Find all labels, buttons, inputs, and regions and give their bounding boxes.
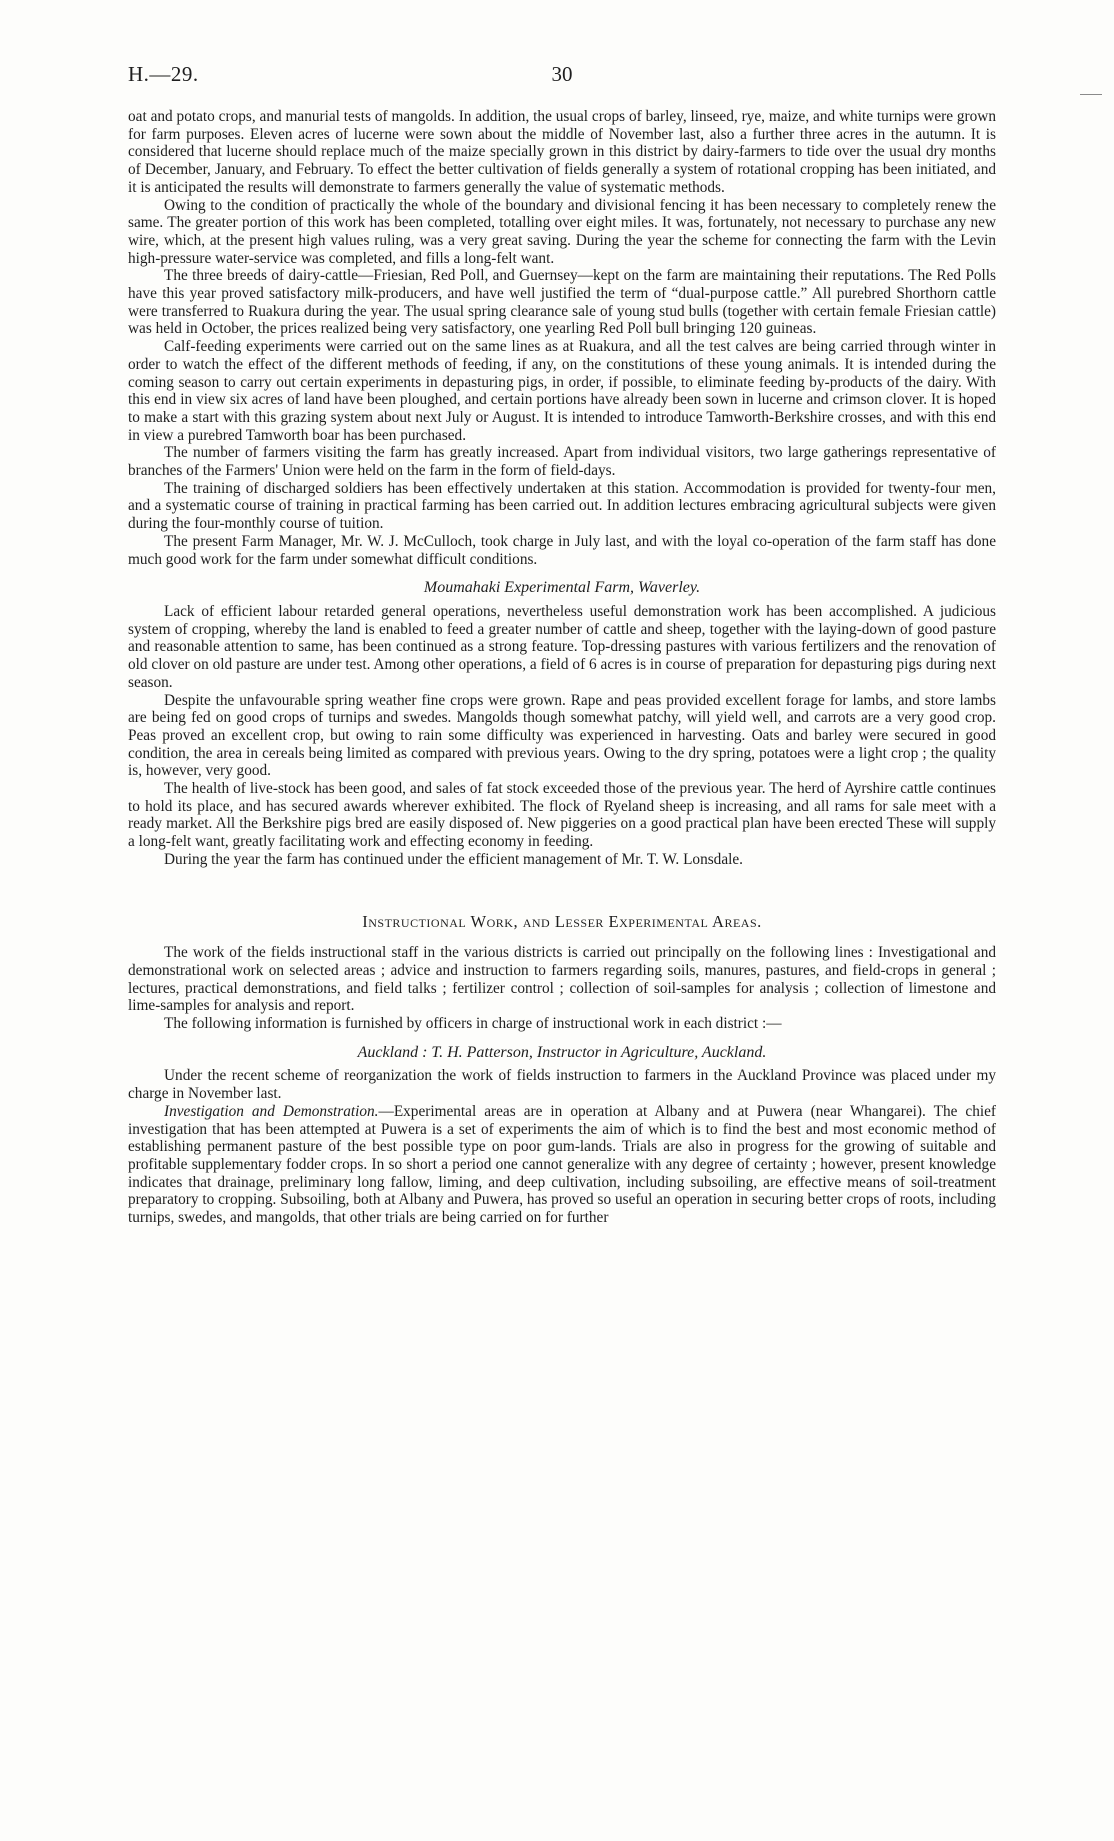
paragraph: The present Farm Manager, Mr. W. J. McCulloch, took charge in July last, and with the loyal co-operation of the farm staff has done much good work for the farm under somewhat difficult conditions. (128, 532, 996, 568)
edge-mark (1080, 94, 1102, 95)
paragraph: oat and potato crops, and manurial tests of mangolds. In addition, the usual crops of barley, linseed, rye, maize, and white turnips were grown for farm purposes. Eleven acres of lucerne were sown about the middle of November last, also a further three acres in the autumn. It is considered that lucerne should replace much of the maize specially grown in this district by dairy-farmers to tide over the usual dry months of December, January, and February. To effect the better cultivation of fields generally a system of rotational cropping has been initiated, and it is anticipated the results will demonstrate to farmers generally the value of systematic methods. (128, 108, 996, 196)
paragraph: The health of live-stock has been good, and sales of fat stock exceeded those of the previous year. The herd of Ayrshire cattle continues to hold its place, and has secured awards wherever exhibited. The flock of Ryeland sheep is increasing, and all rams for sale meet with a ready market. All the Berkshire pigs bred are easily disposed of. New piggeries on a good practical plan have been erected These will supply a long-felt want, greatly facilitating work and effecting economy in feeding. (128, 780, 996, 851)
paragraph: The work of the fields instructional staff in the various districts is carried out principally on the following lines : Investigational and demonstrational work on selected areas ; advice and instruction to farmers regarding soils, manures, pastures, and field-crops in general ; lectures, practical demonstrations, and field talks ; fertilizer control ; collection of soil-samples for analysis ; collection of limestone and lime-samples for analysis and report. (128, 944, 996, 1015)
paragraph: The training of discharged soldiers has been effectively undertaken at this station. Accommodation is provided for twenty-four men, and a systematic course of training in practical farming has been carried out. In addition lectures embracing agricultural subjects were given during the four-monthly course of tuition. (128, 479, 996, 533)
page-number: 30 (551, 62, 573, 86)
investigation-paragraph (128, 1103, 996, 1227)
page-header (128, 62, 996, 94)
auckland-heading: Auckland : T. H. Patterson, Instructor in Agriculture, Auckland. (357, 1043, 767, 1061)
investigation-text: —Experimental areas are in operation at Albany and at Puwera (near Whangarei). The chief investigation that has been attempted at Puwera is a set of experiments the aim of which is to find the best and most economic method of establishing permanent pasture of the best possible type on poor gum-lands. Trials are also in progress for the growing of suitable and profitable supplementary fodder crops. In so short a period one cannot generalize with any degree of certainty ; however, present knowledge indicates that drainage, preliminary long fallow, liming, and deep cultivation, including subsoiling, are effective means of soil-treatment preparatory to cropping. Subsoiling, both at Albany and Puwera, has proved so useful an operation in securing better crops of roots, including turnips, swedes, and mangolds, that other trials are being carried on for further (128, 1102, 996, 1227)
paragraph: The three breeds of dairy-cattle—Friesian, Red Poll, and Guernsey—kept on the farm are maintaining their reputations. The Red Polls have this year proved satisfactory milk-producers, and have well justified the term of “dual-purpose cattle.” All purebred Shorthorn cattle were transferred to Ruakura during the year. The usual spring clearance sale of young stud bulls (together with certain female Friesian cattle) was held in October, the prices realized being very satisfactory, one yearling Red Poll bull bringing 120 guineas. (128, 267, 996, 338)
paragraph: During the year the farm has continued under the efficient management of Mr. T. W. Lonsdale. (164, 850, 743, 868)
document-code: H.—29. (128, 62, 199, 86)
paragraph: Calf-feeding experiments were carried out on the same lines as at Ruakura, and all the test calves are being carried through winter in order to watch the effect of the different methods of feeding, if any, on the constitutions of these young animals. It is intended during the coming season to carry out certain experiments in depasturing pigs, in order, if possible, to eliminate feeding by-products of the dairy. With this end in view six acres of land have been ploughed, and certain portions have already been sown in lucerne and crimson clover. It is hoped to make a start with this grazing system about next July or August. It is intended to introduce Tamworth-Berkshire crosses, and with this end in view a purebred Tamworth boar has been purchased. (128, 338, 996, 444)
paragraph: Lack of efficient labour retarded general operations, nevertheless useful demonstration work has been accomplished. A judicious system of cropping, whereby the land is enabled to feed a greater number of cattle and sheep, together with the laying-down of good pasture and reasonable attention to same, has been continued as a strong feature. Top-dressing pastures with various fertilizers and the renovation of old clover on old pasture are under test. Among other operations, a field of 6 acres is in course of preparation for depasturing pigs during next season. (128, 602, 996, 691)
instructional-heading: Instructional Work, and Lesser Experimental Areas. (362, 911, 762, 931)
paragraph: Under the recent scheme of reorganization the work of fields instruction to farmers in the Auckland Province was placed under my charge in November last. (128, 1067, 996, 1103)
page-body (128, 108, 996, 1227)
paragraph: Owing to the condition of practically the whole of the boundary and divisional fencing it has been necessary to completely renew the same. The greater portion of this work has been completed, totalling over eight miles. It was, fortunately, not necessary to purchase any new wire, which, at the present high values ruling, was a very great saving. During the year the scheme for connecting the farm with the Levin high-pressure water-service was completed, and fills a long-felt want. (128, 196, 996, 267)
paragraph: The following information is furnished by officers in charge of instructional work in each district :— (164, 1015, 782, 1033)
paragraph: Despite the unfavourable spring weather fine crops were grown. Rape and peas provided excellent forage for lambs, and store lambs are being fed on good crops of turnips and swedes. Mangolds though somewhat patchy, will yield well, and carrots are a very good crop. Peas proved an excellent crop, but owing to rain some difficulty was experienced in harvesting. Oats and barley were secured in good condition, the area in cereals being limited as compared with previous years. Owing to the dry spring, potatoes were a light crop ; the quality is, however, very good. (128, 691, 996, 780)
investigation-label: Investigation and Demonstration. (164, 1102, 379, 1120)
paragraph: The number of farmers visiting the farm has greatly increased. Apart from individual visitors, two large gatherings representative of branches of the Farmers' Union were held on the farm in the form of field-days. (128, 444, 996, 480)
moumahaki-heading: Moumahaki Experimental Farm, Waverley. (423, 579, 701, 597)
